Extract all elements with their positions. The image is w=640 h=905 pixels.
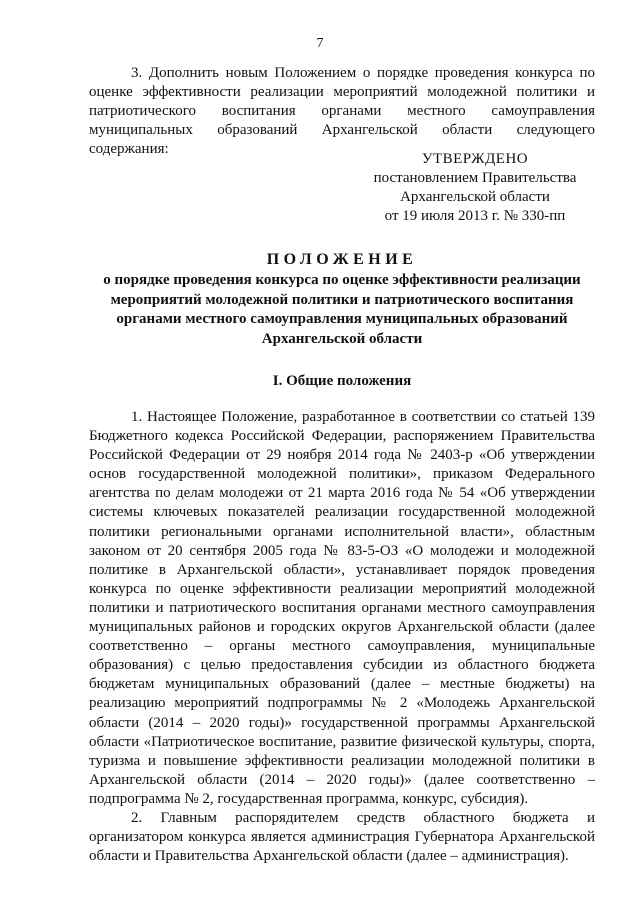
document-subtitle: о порядке проведения конкурса по оценке эффективности реализации мероприятий молодежной политики и патриотического воспитания органами местного самоуправления муниципальных образований Архангельской области: [103, 272, 581, 347]
amendment-paragraph: 3. Дополнить новым Положением о порядке проведения конкурса по оценке эффективности реализации мероприятий молодежной политики и патриотического воспитания органами местного самоуправления муниципальных образований Архангельской области следующего содержания:: [89, 65, 595, 158]
approval-line: постановлением Правительства: [373, 170, 577, 187]
document-title-block: [89, 250, 595, 349]
section-heading: I. Общие положения: [272, 373, 412, 389]
approval-stamp: УТВЕРЖДЕНО: [421, 151, 529, 167]
amendment-paragraph-block: [89, 64, 595, 159]
body-paragraph: 2. Главным распорядителем средств областного бюджета и организатором конкурса является администрация Губернатора Архангельской области и Правительства Архангельской области (далее – администрация).: [89, 809, 595, 865]
approval-line: от 19 июля 2013 г. № 330-пп: [384, 208, 566, 225]
document-title: ПОЛОЖЕНИЕ: [266, 251, 418, 268]
approval-stamp-block: [350, 150, 600, 226]
body-paragraph: 1. Настоящее Положение, разработанное в соответствии со статьей 139 Бюджетного кодекса Российской Федерации, распоряжением Правительства Российской Федерации от 29 ноября 2014 года № 2403-р «Об утверждении основ государственной молодежной политики», приказом Федерального агентства по делам молодежи от 21 марта 2016 года № 54 «Об утверждении системы ключевых показателей реализации государственной молодежной политики региональными органами исполнительной власти», областным законом от 20 сентября 2005 года № 83-5-ОЗ «О молодежи и молодежной политике в Архангельской области», устанавливает порядок проведения конкурса по оценке эффективности реализации мероприятий молодежной политики и патриотического воспитания органами местного самоуправления муниципальных районов и городских округов Архангельской области (далее соответственно – органы местного самоуправления, муниципальные образования) с целью предоставления субсидии из областного бюджета бюджетам муниципальных образований (далее – местные бюджеты) на реализацию мероприятий подпрограммы № 2 «Молодежь Архангельской области (2014 – 2020 годы)» государственной программы Архангельской области «Патриотическое воспитание, развитие физической культуры, спорта, туризма и повышение эффективности реализации молодежной политики в Архангельской области (2014 – 2020 годы)» (далее соответственно – подпрограмма № 2, государственная программа, конкурс, субсидия).: [89, 409, 595, 807]
section-body: [89, 408, 595, 866]
approval-line: Архангельской области: [400, 189, 550, 206]
page-number: 7: [316, 36, 324, 51]
